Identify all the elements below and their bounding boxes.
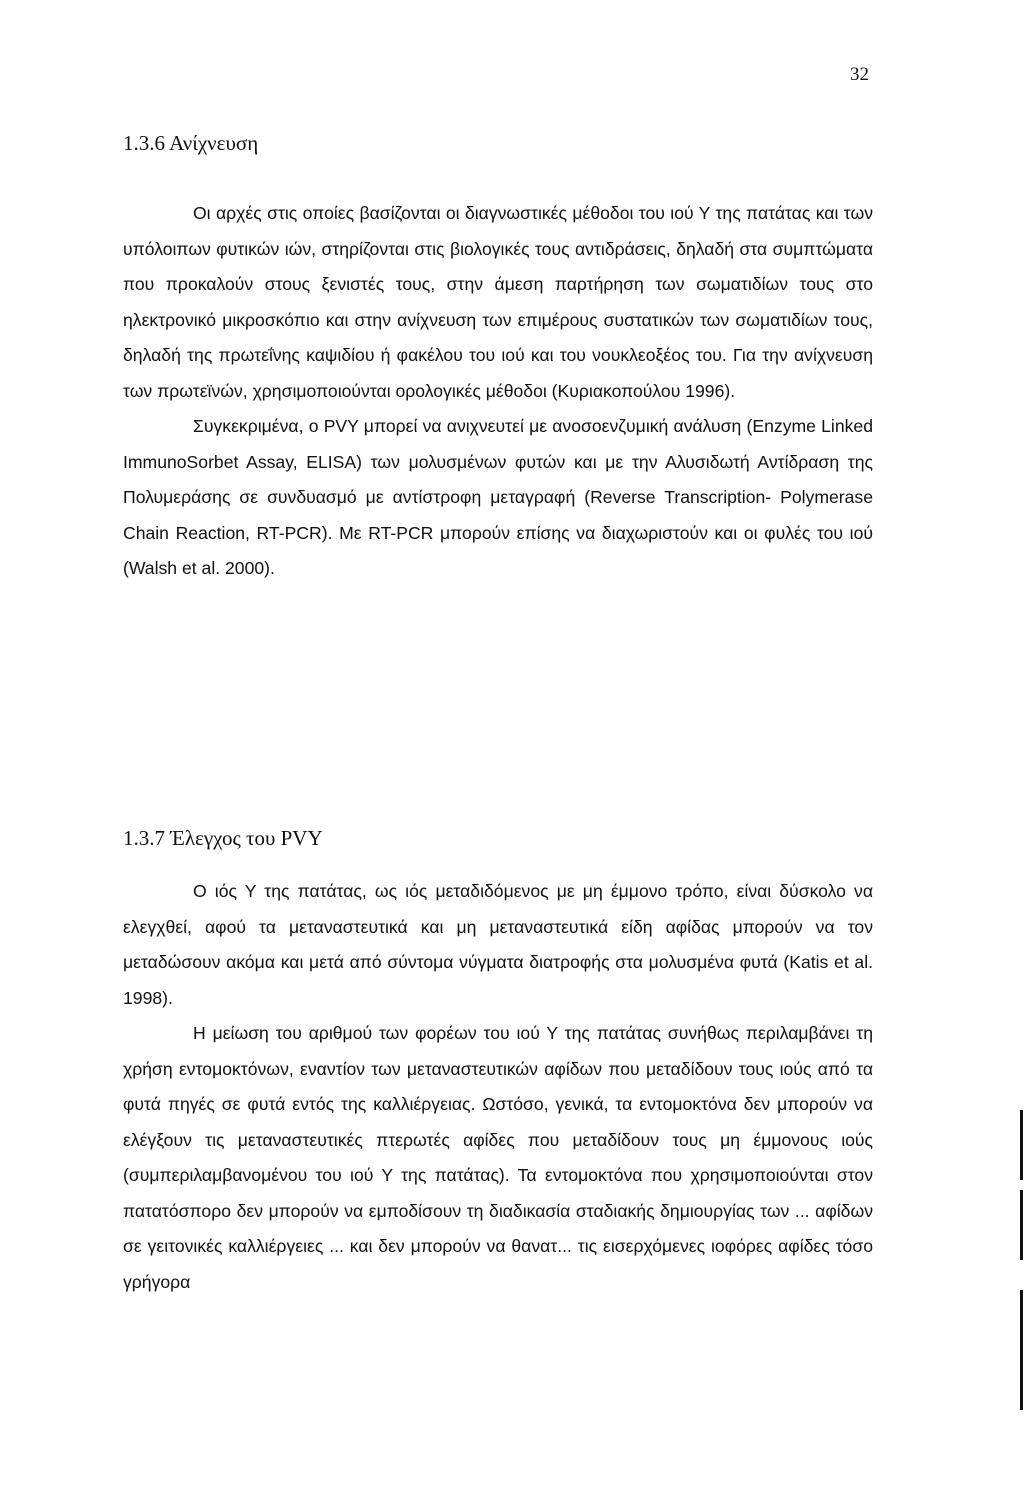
section-heading-control: 1.3.7 Έλεγχος του PVY	[123, 826, 323, 850]
margin-change-bar	[1020, 1335, 1023, 1410]
section-control-body	[123, 874, 873, 1300]
margin-change-bar	[1020, 1190, 1023, 1260]
section-detection-body	[123, 196, 873, 587]
paragraph: Η μείωση του αριθμού των φορέων του ιού Υ της πατάτας συνήθως περιλαμβάνει τη χρήση εντομοκτόνων, εναντίον των μεταναστευτικών αφίδων που μεταδίδουν τους ιούς από τα φυτά πηγές σε φυτά εντός της καλλιέργειας. Ωστόσο, γενικά, τα εντομοκτόνα δεν μπορούν να ελέγξουν τις μεταναστευτικές πτερωτές αφίδες που μεταδίδουν τους μη έμμονους ιούς (συμπεριλαμβανομένου του ιού Υ της πατάτας). Τα εντομοκτόνα που χρησιμοποιούνται στον πατατόσπορο δεν μπορούν να εμποδίσουν τη διαδικασία σταδιακής δημιουργίας των ... αφίδων σε γειτονικές καλλιέργειες ... και δεν μπορούν να θανατ... τις εισερχόμενες ιοφόρες αφίδες τόσο γρήγορα	[123, 1023, 873, 1292]
margin-change-bar	[1020, 1290, 1023, 1335]
paragraph: Οι αρχές στις οποίες βασίζονται οι διαγνωστικές μέθοδοι του ιού Υ της πατάτας και των υπόλοιπων φυτικών ιών, στηρίζονται στις βιολογικές τους αντιδράσεις, δηλαδή στα συμπτώματα που προκαλούν στους ξενιστές τους, στην άμεση παρτήρηση των σωματιδίων τους στο ηλεκτρονικό μικροσκόπιο και στην ανίχνευση των επιμέρους συστατικών των σωματιδίων τους, δηλαδή της πρωτεΐνης καψιδίου ή φακέλου του ιού και του νουκλεοξέος του. Για την ανίχνευση των πρωτεϊνών, χρησιμοποιούνται ορολογικές μέθοδοι (Κυριακοπούλου 1996).	[123, 203, 873, 401]
paragraph: Ο ιός Υ της πατάτας, ως ιός μεταδιδόμενος με μη έμμονο τρόπο, είναι δύσκολο να ελεγχθεί, αφού τα μεταναστευτικά και μη μεταναστευτικά είδη αφίδας μπορούν να τον μεταδώσουν ακόμα και μετά από σύντομα νύγματα διατροφής στα μολυσμένα φυτά (Katis et al. 1998).	[123, 881, 873, 1008]
section-heading-detection: 1.3.6 Ανίχνευση	[123, 131, 259, 155]
paragraph: Συγκεκριμένα, ο PVY μπορεί να ανιχνευτεί με ανοσοενζυμική ανάλυση (Enzyme Linked ImmunoSorbet Assay, ELISA) των μολυσμένων φυτών και με την Αλυσιδωτή Αντίδραση της Πολυμεράσης σε συνδυασμό με αντίστροφη μεταγραφή (Reverse Transcription- Polymerase Chain Reaction, RT-PCR). Με RT-PCR μπορούν επίσης να διαχωριστούν και οι φυλές του ιού (Walsh et al. 2000).	[123, 416, 873, 578]
page-number: 32	[850, 64, 869, 85]
margin-change-bar	[1020, 1110, 1023, 1180]
